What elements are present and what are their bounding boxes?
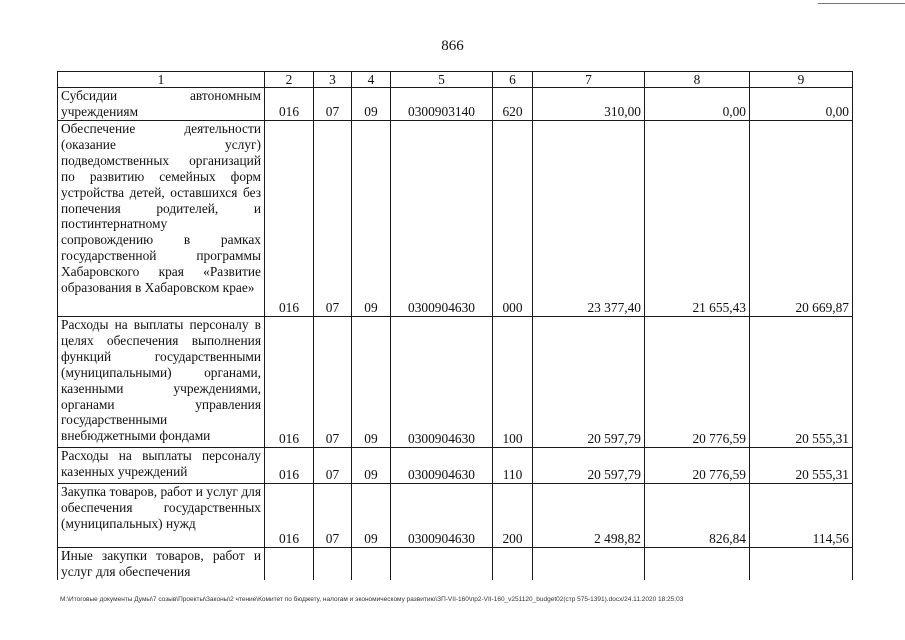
cell-expense-type: 000 bbox=[493, 121, 533, 317]
cell-ministry: 016 bbox=[265, 448, 314, 484]
cell-target-article bbox=[391, 548, 493, 580]
cell-expense-type bbox=[493, 548, 533, 580]
footer-file-path: M:\Итоговые документы Думы\7 созыв\Проекты\Законы\2 чтение\Комитет по бюджету, налогам и экономическому развитию\ЗП-VII-160\пр2-VII-160_v251120_budget02(стр 575-1391).docx/24.11.2020 18:25:03 bbox=[60, 596, 684, 603]
cell-amount-7: 310,00 bbox=[533, 88, 645, 121]
cell-target-article: 0300904630 bbox=[391, 121, 493, 317]
cell-amount-8: 20 776,59 bbox=[645, 448, 750, 484]
cell-amount-8: 20 776,59 bbox=[645, 317, 750, 448]
row-name-cell: Иные закупки товаров, работ и услуг для обеспечения bbox=[58, 548, 265, 580]
cell-amount-9: 0,00 bbox=[750, 88, 853, 121]
cell-expense-type: 110 bbox=[493, 448, 533, 484]
row-name-cell: Расходы на выплаты персоналу казенных учреждений bbox=[58, 448, 265, 484]
corner-rule bbox=[818, 3, 905, 4]
cell-target-article: 0300904630 bbox=[391, 484, 493, 548]
header-cell: 5 bbox=[391, 72, 493, 88]
row-name-cell: Закупка товаров, работ и услуг для обеспечения государственных (муниципальных) нужд bbox=[58, 484, 265, 548]
row-name-cell: Расходы на выплаты персоналу в целях обеспечения выполнения функций государственными (муниципальными) органами, казенными учреждениями, органами управления государственными внебюджетными фондами bbox=[58, 317, 265, 448]
table-header-row bbox=[58, 72, 853, 88]
header-cell: 2 bbox=[265, 72, 314, 88]
header-cell: 9 bbox=[750, 72, 853, 88]
header-cell: 4 bbox=[352, 72, 391, 88]
header-cell: 6 bbox=[493, 72, 533, 88]
cell-ministry: 016 bbox=[265, 317, 314, 448]
row-name-cell: Обеспечение деятельности (оказание услуг) подведомственных организаций по развитию семейных форм устройства детей, оставшихся без попечения родителей, и постинтернатному сопровождению в рамках государственной программы Хабаровского края «Развитие образования в Хабаровском крае» bbox=[58, 121, 265, 317]
budget-table bbox=[57, 71, 853, 580]
table-row bbox=[58, 448, 853, 484]
cell-target-article: 0300903140 bbox=[391, 88, 493, 121]
cell-amount-8: 21 655,43 bbox=[645, 121, 750, 317]
table-row bbox=[58, 88, 853, 121]
row-name-cell: Субсидии автономным учреждениям bbox=[58, 88, 265, 121]
cell-target-article: 0300904630 bbox=[391, 448, 493, 484]
cell-amount-9: 20 669,87 bbox=[750, 121, 853, 317]
cell-section bbox=[314, 548, 352, 580]
cell-subsection: 09 bbox=[352, 88, 391, 121]
cell-section: 07 bbox=[314, 88, 352, 121]
cell-section: 07 bbox=[314, 317, 352, 448]
cell-amount-8: 0,00 bbox=[645, 88, 750, 121]
table-row bbox=[58, 121, 853, 317]
header-cell: 8 bbox=[645, 72, 750, 88]
cell-amount-9: 114,56 bbox=[750, 484, 853, 548]
cell-expense-type: 620 bbox=[493, 88, 533, 121]
header-cell: 7 bbox=[533, 72, 645, 88]
cell-subsection bbox=[352, 548, 391, 580]
cell-expense-type: 200 bbox=[493, 484, 533, 548]
cell-amount-7: 23 377,40 bbox=[533, 121, 645, 317]
cell-ministry bbox=[265, 548, 314, 580]
cell-ministry: 016 bbox=[265, 121, 314, 317]
header-cell: 1 bbox=[58, 72, 265, 88]
cell-amount-9 bbox=[750, 548, 853, 580]
cell-amount-8 bbox=[645, 548, 750, 580]
cell-amount-8: 826,84 bbox=[645, 484, 750, 548]
cell-section: 07 bbox=[314, 448, 352, 484]
cell-amount-7: 2 498,82 bbox=[533, 484, 645, 548]
table-row bbox=[58, 317, 853, 448]
cell-subsection: 09 bbox=[352, 484, 391, 548]
cell-section: 07 bbox=[314, 121, 352, 317]
cell-amount-7 bbox=[533, 548, 645, 580]
cell-subsection: 09 bbox=[352, 448, 391, 484]
table-row bbox=[58, 484, 853, 548]
cell-ministry: 016 bbox=[265, 88, 314, 121]
header-cell: 3 bbox=[314, 72, 352, 88]
cell-amount-7: 20 597,79 bbox=[533, 448, 645, 484]
cell-amount-9: 20 555,31 bbox=[750, 448, 853, 484]
cell-expense-type: 100 bbox=[493, 317, 533, 448]
cell-amount-7: 20 597,79 bbox=[533, 317, 645, 448]
cell-target-article: 0300904630 bbox=[391, 317, 493, 448]
cell-subsection: 09 bbox=[352, 317, 391, 448]
cell-amount-9: 20 555,31 bbox=[750, 317, 853, 448]
cell-section: 07 bbox=[314, 484, 352, 548]
page-number: 866 bbox=[441, 38, 464, 54]
cell-ministry: 016 bbox=[265, 484, 314, 548]
cell-subsection: 09 bbox=[352, 121, 391, 317]
table-row bbox=[58, 548, 853, 580]
